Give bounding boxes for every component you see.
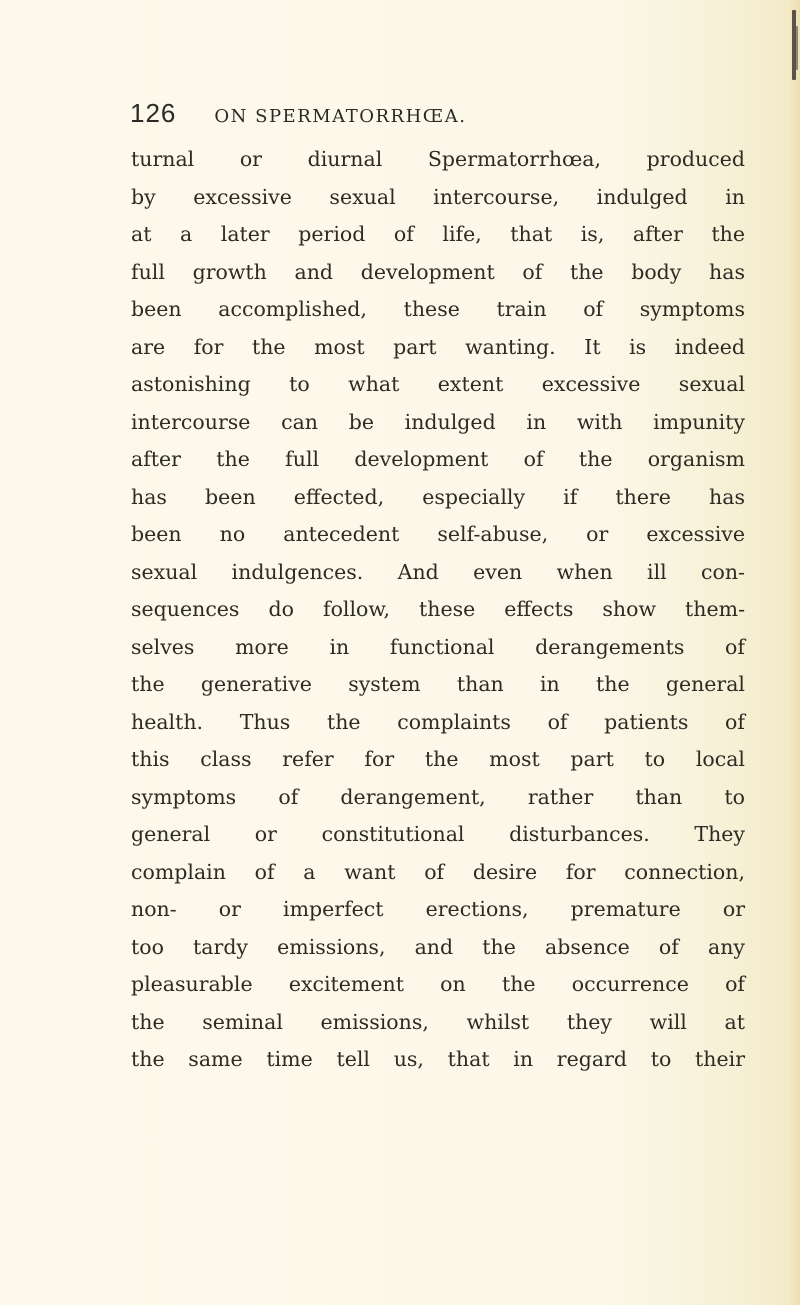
text-line: the same time tell us, that in regard to their [131, 1047, 745, 1071]
text-line: pleasurable excitement on the occurrence of [131, 972, 745, 996]
page-edge-shadow [788, 0, 800, 1305]
text-line: symptoms of derangement, rather than to [131, 784, 745, 809]
text-line: general or constitutional disturbances. They [131, 822, 745, 846]
text-line: intercourse can be indulged in with impunity [131, 409, 745, 434]
text-line: sexual indulgences. And even when ill con- [131, 559, 745, 584]
page-number: 126 [130, 98, 177, 128]
text-line: health. Thus the complaints of patients of [131, 709, 745, 734]
binding-mark-thin [796, 26, 798, 70]
running-head: ON SPERMATORRHŒA. [214, 106, 467, 127]
text-line: the generative system than in the general [131, 672, 745, 696]
text-line: this class refer for the most part to local [131, 747, 745, 771]
text-line: complain of a want of desire for connection, [131, 859, 745, 884]
text-line: been accomplished, these train of symptoms [131, 297, 745, 321]
text-line: by excessive sexual intercourse, indulged in [131, 184, 745, 209]
text-line: turnal or diurnal Spermatorrhœa, produced [131, 147, 745, 171]
text-line: has been effected, especially if there has [131, 484, 745, 509]
text-line: astonishing to what extent excessive sexual [131, 372, 745, 396]
body-text [131, 141, 745, 1079]
text-line: after the full development of the organism [131, 447, 745, 471]
text-line: been no antecedent self-abuse, or excessive [131, 522, 745, 546]
text-line: full growth and development of the body has [131, 259, 745, 284]
text-line: non- or imperfect erections, premature or [131, 897, 745, 921]
text-line: sequences do follow, these effects show them- [131, 597, 745, 621]
text-line: selves more in functional derangements of [131, 634, 745, 659]
text-line: too tardy emissions, and the absence of any [131, 934, 745, 959]
text-line: the seminal emissions, whilst they will at [131, 1009, 745, 1034]
text-line: at a later period of life, that is, after the [131, 222, 745, 246]
text-line: are for the most part wanting. It is indeed [131, 334, 745, 359]
page-header [130, 98, 690, 146]
